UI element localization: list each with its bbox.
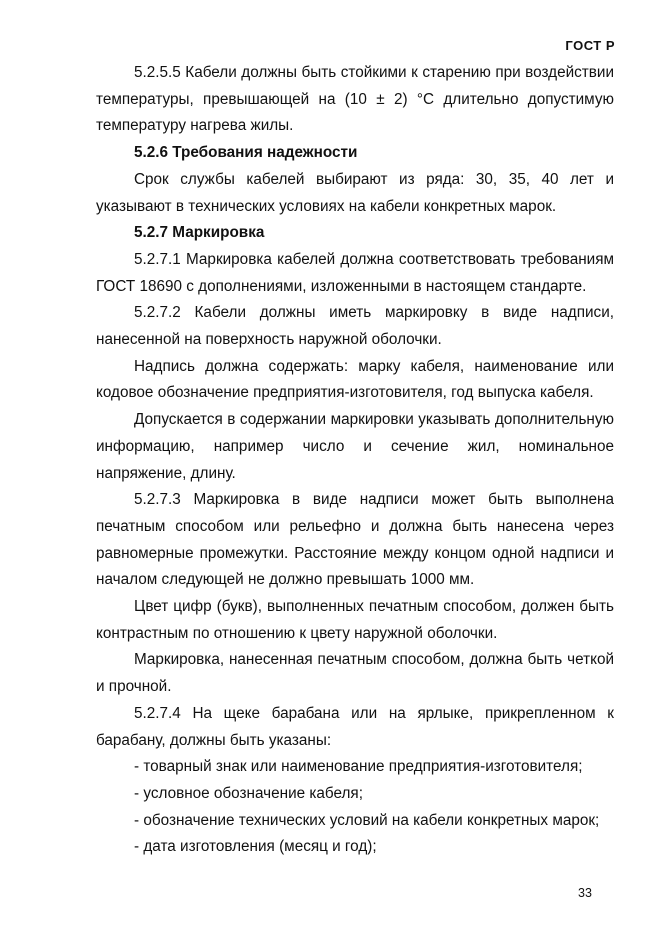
paragraph-5-2-7-4: 5.2.7.4 На щеке барабана или на ярлыке, прикрепленном к барабану, должны быть указаны:	[96, 704, 614, 749]
paragraph-5-2-7-1: 5.2.7.1 Маркировка кабелей должна соответствовать требованиям ГОСТ 18690 с дополнениями, изложенными в настоящем стандарте.	[96, 250, 614, 295]
paragraph-additional-info: Допускается в содержании маркировки указывать дополнительную информацию, например число и сечение жил, номинальное напряжение, длину.	[96, 411, 614, 482]
paragraph-print-quality: Маркировка, нанесенная печатным способом, должна быть четкой и прочной.	[96, 651, 614, 696]
paragraph-digit-color: Цвет цифр (букв), выполненных печатным способом, должен быть контрастным по отношению к цвету наружной оболочки.	[96, 598, 614, 642]
heading-5-2-6-reliability: 5.2.6 Требования надежности	[134, 144, 358, 162]
paragraph-service-life: Срок службы кабелей выбирают из ряда: 30, 35, 40 лет и указывают в технических условиях на кабели конкретных марок.	[96, 170, 614, 215]
list-item-trademark: - товарный знак или наименование предприятия-изготовителя;	[134, 758, 583, 776]
heading-5-2-7-marking: 5.2.7 Маркировка	[134, 224, 265, 242]
list-item-cable-designation: - условное обозначение кабеля;	[134, 784, 363, 802]
document-body	[96, 60, 614, 861]
page-number: 33	[578, 886, 592, 900]
paragraph-5-2-7-2: 5.2.7.2 Кабели должны иметь маркировку в виде надписи, нанесенной на поверхность наружной оболочки.	[96, 304, 614, 349]
list-item-manufacture-date: - дата изготовления (месяц и год);	[134, 838, 377, 856]
paragraph-5-2-5-5: 5.2.5.5 Кабели должны быть стойкими к старению при воздействии температуры, превышающей на (10 ± 2) °C длительно допустимую температуру нагрева жилы.	[96, 64, 614, 135]
standard-header: ГОСТ Р	[565, 38, 615, 53]
paragraph-inscription-content: Надпись должна содержать: марку кабеля, наименование или кодовое обозначение предприятия-изготовителя, год выпуска кабеля.	[96, 357, 614, 402]
list-item-spec-designation: - обозначение технических условий на кабели конкретных марок;	[134, 811, 600, 829]
paragraph-5-2-7-3: 5.2.7.3 Маркировка в виде надписи может быть выполнена печатным способом или рельефно и должна быть нанесена через равномерные промежутки. Расстояние между концом одной надписи и началом следующей не должно превышать 1000 мм.	[96, 491, 614, 589]
